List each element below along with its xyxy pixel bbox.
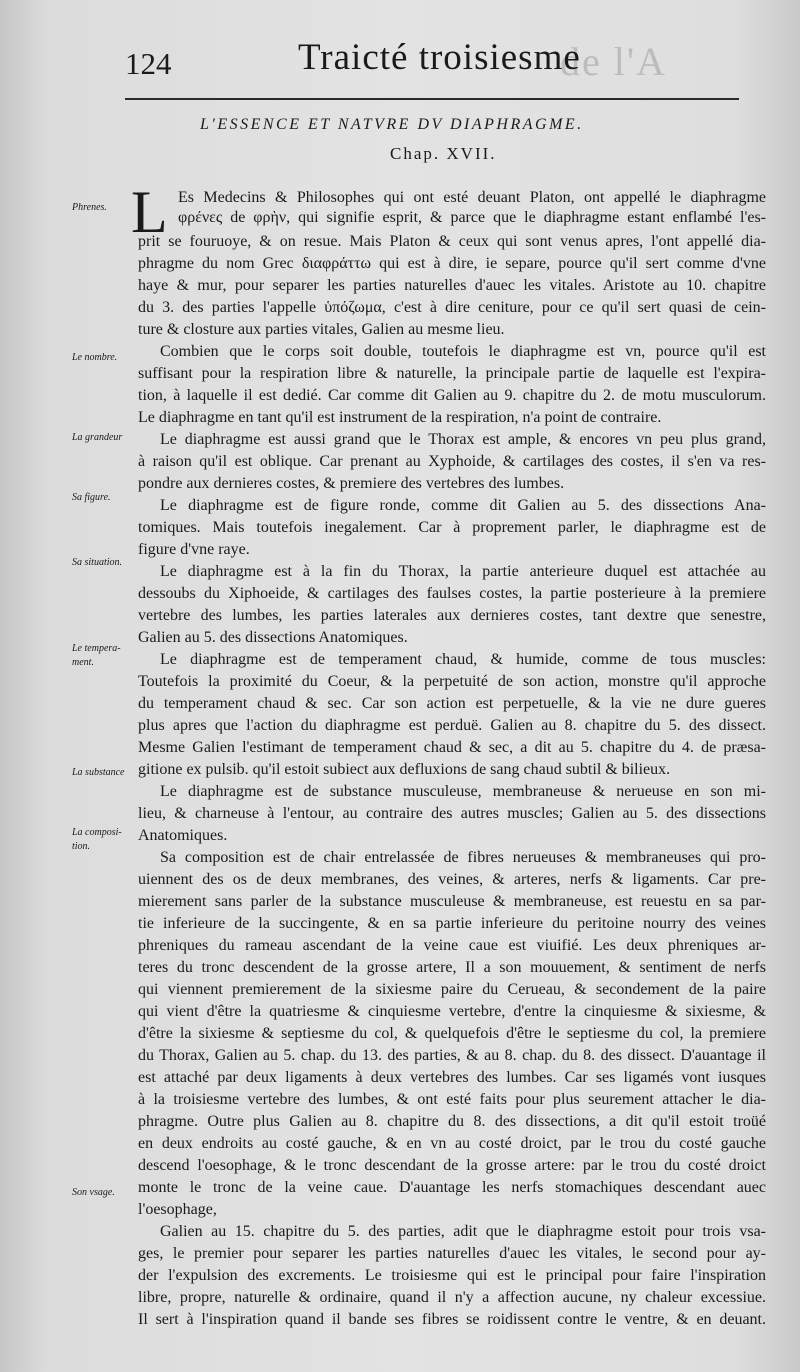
text-line: tie inferieure de la succingente, & en sa partie inferieure du peritoine nourry des veines — [138, 915, 766, 932]
text-line: gitione ex pulsib. qu'il estoit subiect aux defluxions de sang chaud subtil & bilieux. — [138, 761, 671, 778]
section-heading: L'ESSENCE ET NATVRE DV DIAPHRAGME. — [200, 116, 584, 133]
text-line: haye & mur, pour separer les parties naturelles d'auec les vitales. Aristote au 10. chapitre — [138, 277, 766, 294]
text-line: qui viennent premierement de la sixiesme paire du Cerueau, & secondement de la paire — [138, 981, 766, 998]
text-line: Galien au 5. des dissections Anatomiques. — [138, 629, 408, 646]
text-line: ture & closture aux parties vitales, Galien au mesme lieu. — [138, 321, 505, 338]
drop-cap: L — [131, 179, 168, 245]
text-line: pondre aux dernieres costes, & premiere des vertebres des lumbes. — [138, 475, 565, 492]
margin-note: Sa figure. — [72, 492, 111, 503]
text-line: à raison qu'il est oblique. Car prenant au Xyphoide, & cartilages des costes, il s'en va res- — [138, 453, 766, 470]
text-line: Anatomiques. — [138, 827, 228, 844]
text-line: Combien que le corps soit double, toutefois le diaphragme est vn, pource qu'il est — [160, 343, 766, 360]
text-line: du temperament chaud & sec. Car son action est perpetuelle, & la vie ne dure gueres — [138, 695, 766, 712]
text-line: libre, propre, naturelle & ordinaire, quand il n'y a affection aucune, ny chaleur excessiue. — [138, 1289, 766, 1306]
margin-note: ment. — [72, 657, 94, 668]
text-line: uiennent des os de deux membranes, des veines, & arteres, nerfs & ligaments. Car pre- — [138, 871, 766, 888]
chapter-label: Chap. XVII. — [390, 144, 497, 163]
text-line: vertebre des lumbes, les parties laterales aux dernieres costes, tant dextre que senestre, — [138, 607, 766, 624]
text-line: teres du tronc descendent de la grosse artere, Il a son mouuement, & sentiment de nerfs — [138, 959, 766, 976]
text-line: prit se fouruoye, & on resue. Mais Platon & ceux qui sont venus apres, l'ont appellé dia- — [138, 233, 766, 250]
text-line: phragme. Outre plus Galien au 8. chapitre du 8. des dissections, a dit qu'il estoit troüé — [138, 1113, 766, 1130]
running-title: Traicté troisiesme — [298, 37, 581, 78]
text-line: à la troisiesme vertebre des lumbes, & ont esté faits pour plus seurement attacher le dia- — [138, 1091, 766, 1108]
text-line: tion, à laquelle il est dedié. Car comme dit Galien au 9. chapitre du 2. de motu musculorum. — [138, 387, 766, 404]
text-line: du 3. des parties l'appelle ὑπόζωμα, c'est à dire ceniture, pour ce qu'il sert quasi de cein- — [138, 299, 766, 316]
text-line: Mesme Galien l'estimant de temperament chaud & sec, a dit au 5. chapitre du 4. de præsa- — [138, 739, 766, 756]
margin-note: Sa situation. — [72, 557, 123, 568]
text-line: figure d'vne raye. — [138, 541, 250, 558]
text-line: ges, le premier pour separer les parties naturelles d'auec les vitales, le second pour ay- — [138, 1245, 766, 1262]
text-line: suffisant pour la respiration libre & naturelle, la principale partie de laquelle est l'expira- — [138, 365, 766, 382]
header-rule — [125, 98, 739, 100]
text-line: plus apres que l'action du diaphragme est perduë. Galien au 8. chapitre du 5. des dissect. — [138, 717, 766, 734]
text-line: Galien au 15. chapitre du 5. des parties, adit que le diaphragme estoit pour trois vsa- — [160, 1223, 766, 1240]
text-line: Le diaphragme est de temperament chaud, & humide, comme de tous muscles: — [160, 651, 766, 668]
text-line: Le diaphragme est de figure ronde, comme dit Galien au 5. des dissections Ana- — [160, 497, 766, 514]
text-line: Es Medecins & Philosophes qui ont esté deuant Platon, ont appellé le diaphragme — [178, 189, 766, 206]
text-line: tomiques. Mais toutefois inegalement. Car à proprement parler, le diaphragme est de — [138, 519, 766, 536]
margin-note: La grandeur — [72, 432, 123, 443]
text-line: Le diaphragme est à la fin du Thorax, la partie anterieure duquel est attachée au — [160, 563, 766, 580]
text-line: phreniques du rameau ascendant de la veine caue est viuifié. Les deux phreniques ar- — [138, 937, 766, 954]
margin-note: La composi- — [72, 827, 122, 838]
margin-note: Le tempera- — [72, 643, 121, 654]
margin-note: Phrenes. — [72, 202, 107, 213]
margin-note: Le nombre. — [72, 352, 118, 363]
text-line: Sa composition est de chair entrelassée de fibres nerueuses & membraneuses qui pro- — [160, 849, 766, 866]
text-line: mierement sans parler de la substance musculeuse & membraneuse, est reuestu en sa par- — [138, 893, 766, 910]
text-line: du Thorax, Galien au 5. chap. du 13. des parties, & au 8. chap. du 8. des dissect. D'auantage il — [138, 1047, 766, 1064]
text-line: qui vient d'être la quatriesme & cinquiesme vertebre, d'entre la cinquiesme & sixiesme, & — [138, 1003, 766, 1020]
text-line: der l'expulsion des excrements. Le troisiesme qui est le principal pour faire l'inspiration — [138, 1267, 766, 1284]
text-line: monte le tronc de la veine caue. D'auantage les nerfs stomachiques descendant auec — [138, 1179, 766, 1196]
text-line: Il sert à l'inspiration quand il bande ses fibres se roidissent contre le ventre, & en deuant. — [138, 1311, 766, 1328]
text-line: Le diaphragme est de substance musculeuse, membraneuse & nerueuse en son mi- — [160, 783, 766, 800]
bleed-through-text: de l'A — [560, 39, 667, 84]
text-line: d'être la sixiesme & septiesme du col, & quelquefois d'être le septiesme du col, la premiere — [138, 1025, 766, 1042]
text-line: dessoubs du Xiphoeide, & cartilages des faulses costes, la partie posterieure à la premiere — [138, 585, 766, 602]
margin-note: tion. — [72, 841, 91, 852]
text-line: Le diaphragme est aussi grand que le Thorax est ample, & encores vn peu plus grand, — [160, 431, 766, 448]
margin-note: La substance — [72, 767, 125, 778]
text-line: Toutefois la proximité du Coeur, & la perpetuité de son action, monstre qu'il approche — [138, 673, 766, 690]
page-number: 124 — [125, 46, 172, 81]
text-line: phragme du nom Grec διαφράττω qui est à dire, ie separe, pource qu'il sert comme d'vne — [138, 255, 766, 272]
text-line: l'oesophage, — [138, 1201, 217, 1218]
text-line: φρένες de φρὴν, qui signifie esprit, & parce que le diaphragme estant enflambé l'es- — [178, 209, 766, 226]
text-line: lieu, & charneuse à l'entour, au contraire des autres muscles; Galien au 5. des dissections — [138, 805, 766, 822]
text-line: Le diaphragme en tant qu'il est instrument de la respiration, n'a point de contraire. — [138, 409, 662, 426]
text-line: en deux endroits au costé gauche, & en vn au costé droict, par le trou du costé gauche — [138, 1135, 766, 1152]
margin-note: Son vsage. — [72, 1187, 115, 1198]
text-line: descend l'oesophage, & le tronc descendant de la grosse artere: par le trou du costé droict — [138, 1157, 766, 1174]
text-line: est attaché par deux ligaments à deux vertebres des lumbes. Car ses ligamés vont iusques — [138, 1069, 766, 1086]
